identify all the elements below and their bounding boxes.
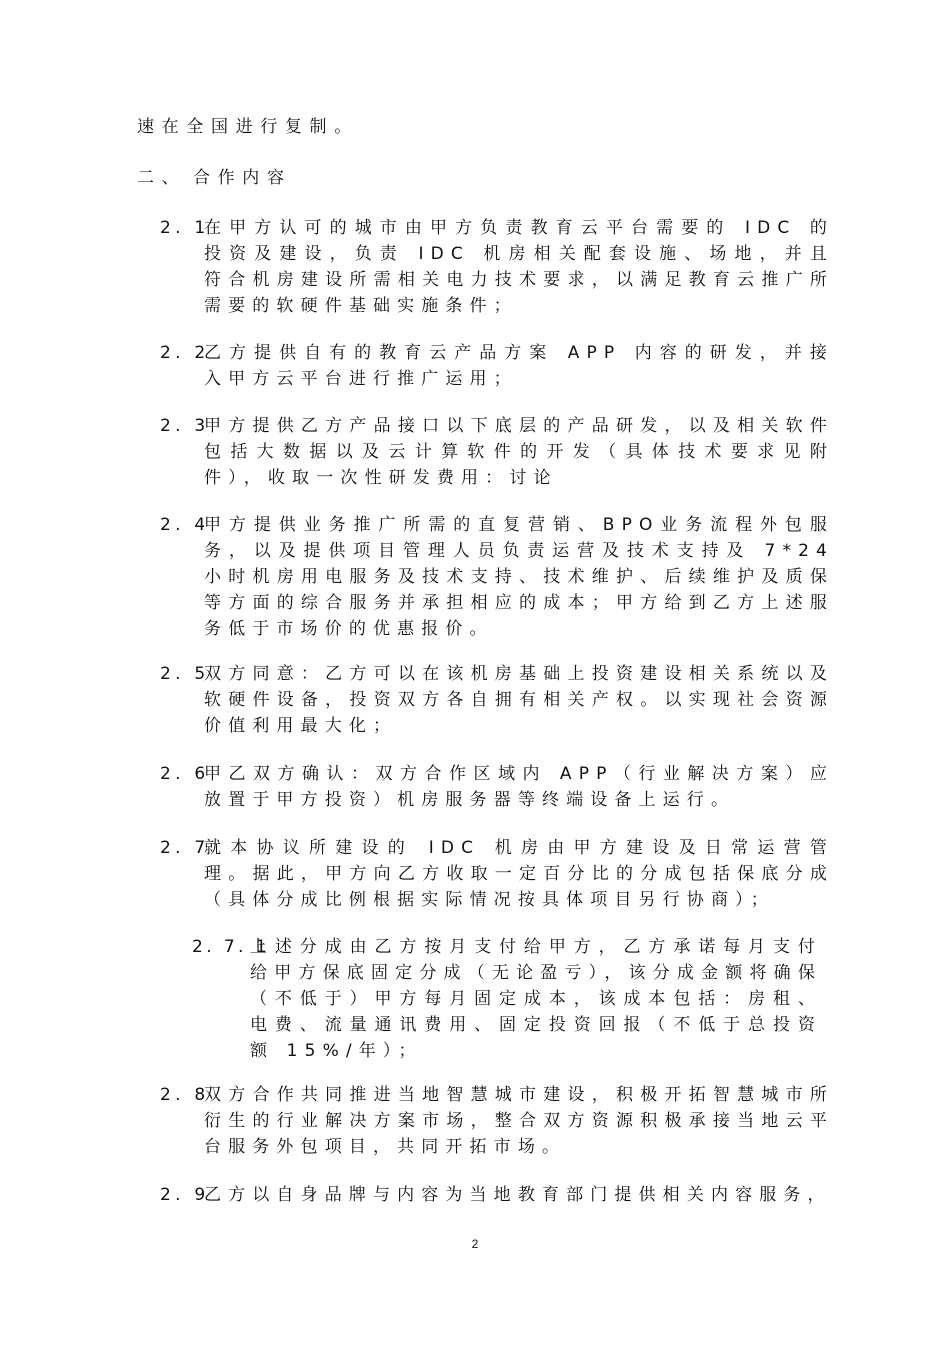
clause-text: 双方合作共同推进当地智慧城市建设，积极开拓智慧城市所衍生的行业解决方案市场，整合双方资源积极承接当地云平台服务外包项目，共同开拓市场。 bbox=[204, 1085, 834, 1157]
section-number: 二、 bbox=[137, 168, 187, 188]
clause-text: 乙方以自身品牌与内容为当地教育部门提供相关内容服务， bbox=[204, 1185, 832, 1205]
intro-line: 速在全国进行复制。 bbox=[137, 117, 359, 137]
clause-text: 甲方提供乙方产品接口以下底层的产品研发，以及相关软件包括大数据以及云计算软件的开发（具体技术要求见附件），收取一次性研发费用：讨论 bbox=[204, 416, 834, 488]
clause-number: 2. 1 bbox=[160, 218, 210, 238]
clause-text: 甲乙双方确认：双方合作区域内 APP（行业解决方案）应放置于甲方投资）机房服务器等终端设备上运行。 bbox=[204, 764, 834, 810]
subclause-text: 上述分成由乙方按月支付给甲方，乙方承诺每月支付给甲方保底固定分成（无论盈亏），该分成金额将确保（不低于）甲方每月固定成本，该成本包括：房租、电费、流量通讯费用、固定投资回报（不低于总投资额 15%/年）； bbox=[250, 937, 822, 1061]
clause-text: 双方同意：乙方可以在该机房基础上投资建设相关系统以及软硬件设备，投资双方各自拥有相关产权。以实现社会资源价值利用最大化； bbox=[204, 664, 834, 736]
clause-number: 2. 4 bbox=[160, 515, 210, 535]
page-number: 2 bbox=[471, 1237, 479, 1251]
clause-number: 2. 8 bbox=[160, 1085, 210, 1105]
section-title: 合作内容 bbox=[193, 168, 292, 188]
clause-number: 2. 9 bbox=[160, 1185, 210, 1205]
clause-number: 2. 2 bbox=[160, 343, 210, 363]
subclause-number: 2. 7. 1 bbox=[192, 937, 270, 957]
section-heading bbox=[137, 168, 292, 188]
clause-text: 在甲方认可的城市由甲方负责教育云平台需要的 IDC 的投资及建设，负责 IDC 机房相关配套设施、场地，并且符合机房建设所需相关电力技术要求，以满足教育云推广所需要的软硬件基础实施条件； bbox=[204, 218, 834, 316]
clause-number: 2. 6 bbox=[160, 764, 210, 784]
clause-text: 乙方提供自有的教育云产品方案 APP 内容的研发，并接入甲方云平台进行推广运用； bbox=[204, 343, 834, 389]
clause-number: 2. 3 bbox=[160, 416, 210, 436]
clause-number: 2. 5 bbox=[160, 664, 210, 684]
clause-text: 甲方提供业务推广所需的直复营销、BPO业务流程外包服务，以及提供项目管理人员负责运营及技术支持及 7*24 小时机房用电服务及技术支持、技术维护、后续维护及质保等方面的综合服务并承担相应的成本；甲方给到乙方上述服务低于市场价的优惠报价。 bbox=[204, 515, 834, 639]
clause-number: 2. 7 bbox=[160, 838, 210, 858]
clause-text: 就本协议所建设的 IDC 机房由甲方建设及日常运营管理。据此，甲方向乙方收取一定百分比的分成包括保底分成（具体分成比例根据实际情况按具体项目另行协商）； bbox=[204, 838, 834, 910]
